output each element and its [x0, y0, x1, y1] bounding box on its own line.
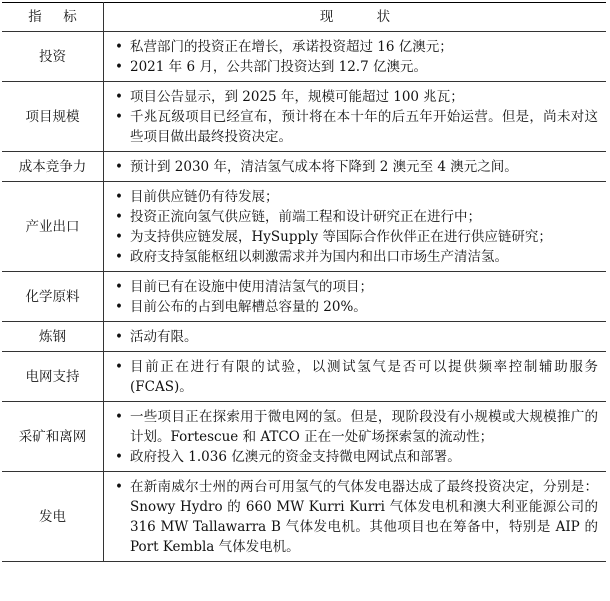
- indicator-cell: 投资: [2, 32, 104, 82]
- indicator-cell: 成本竞争力: [2, 152, 104, 182]
- status-item: • 投资正流向氢气供应链，前端工程和设计研究正在进行中；: [114, 207, 598, 227]
- status-item: • 2021 年 6 月，公共部门投资达到 12.7 亿澳元。: [114, 57, 598, 77]
- status-item: • 目前正在进行有限的试验，以测试氢气是否可以提供频率控制辅助服务(FCAS)。: [114, 357, 598, 397]
- status-item: • 千兆瓦级项目已经宣布，预计将在本十年的后五年开始运营。但是，尚未对这些项目做出最终投资决定。: [114, 107, 598, 147]
- status-item: • 一些项目正在探索用于微电网的氢。但是，现阶段没有小规模或大规模推广的计划。Fortescue 和 ATCO 正在一处矿场探索氢的流动性；: [114, 407, 598, 447]
- row-cost-competitiveness: [2, 152, 606, 182]
- indicator-cell: 化学原料: [2, 272, 104, 322]
- row-grid-support: [2, 352, 606, 402]
- row-industry-export: [2, 182, 606, 272]
- header-indicator: [2, 3, 104, 32]
- status-item: • 私营部门的投资正在增长，承诺投资超过 16 亿澳元；: [114, 37, 598, 57]
- status-cell: [104, 182, 607, 272]
- status-item: • 为支持供应链发展，HySupply 等国际合作伙伴正在进行供应链研究；: [114, 227, 598, 247]
- status-item: • 目前供应链仍有待发展；: [114, 187, 598, 207]
- status-item: • 预计到 2030 年，清洁氢气成本将下降到 2 澳元至 4 澳元之间。: [114, 157, 598, 177]
- status-item: • 在新南威尔士州的两台可用氢气的气体发电器达成了最终投资决定，分别是：Snowy Hydro 的 660 MW Kurri Kurri 气体发电机和澳大利亚能源公司的 316 MW Tallawarra B 气体发电机。其他项目也在筹备中，特别是 AIP 的 Port Kembla 气体发电机。: [114, 477, 598, 557]
- indicator-cell: 产业出口: [2, 182, 104, 272]
- row-power-generation: [2, 472, 606, 562]
- indicator-cell: 电网支持: [2, 352, 104, 402]
- status-item: • 活动有限。: [114, 327, 598, 347]
- row-mining-offgrid: [2, 402, 606, 472]
- status-cell: [104, 472, 607, 562]
- row-investment: [2, 32, 606, 82]
- indicator-cell: 发电: [2, 472, 104, 562]
- row-steelmaking: [2, 322, 606, 352]
- header-status-char: 现: [319, 9, 334, 25]
- status-cell: [104, 402, 607, 472]
- indicator-cell: 采矿和离网: [2, 402, 104, 472]
- status-item: • 目前已有在设施中使用清洁氢气的项目；: [114, 277, 598, 297]
- header-indicator-char: 标: [63, 9, 77, 25]
- row-chemical-feedstock: [2, 272, 606, 322]
- status-cell: [104, 32, 607, 82]
- status-table: [2, 2, 606, 562]
- status-cell: [104, 322, 607, 352]
- header-indicator-char: 指: [28, 9, 42, 25]
- status-item: • 政府投入 1.036 亿澳元的资金支持微电网试点和部署。: [114, 447, 598, 467]
- row-project-scale: [2, 82, 606, 152]
- status-item: • 政府支持氢能枢纽以刺激需求并为国内和出口市场生产清洁氢。: [114, 247, 598, 267]
- status-item: • 项目公告显示，到 2025 年，规模可能超过 100 兆瓦；: [114, 87, 598, 107]
- status-item: • 目前公布的占到电解槽总容量的 20%。: [114, 297, 598, 317]
- indicator-cell: 炼钢: [2, 322, 104, 352]
- header-row: [2, 3, 606, 32]
- status-cell: [104, 152, 607, 182]
- status-cell: [104, 82, 607, 152]
- header-status-char: 状: [376, 9, 391, 25]
- status-cell: [104, 272, 607, 322]
- header-status: [104, 3, 607, 32]
- indicator-cell: 项目规模: [2, 82, 104, 152]
- status-cell: [104, 352, 607, 402]
